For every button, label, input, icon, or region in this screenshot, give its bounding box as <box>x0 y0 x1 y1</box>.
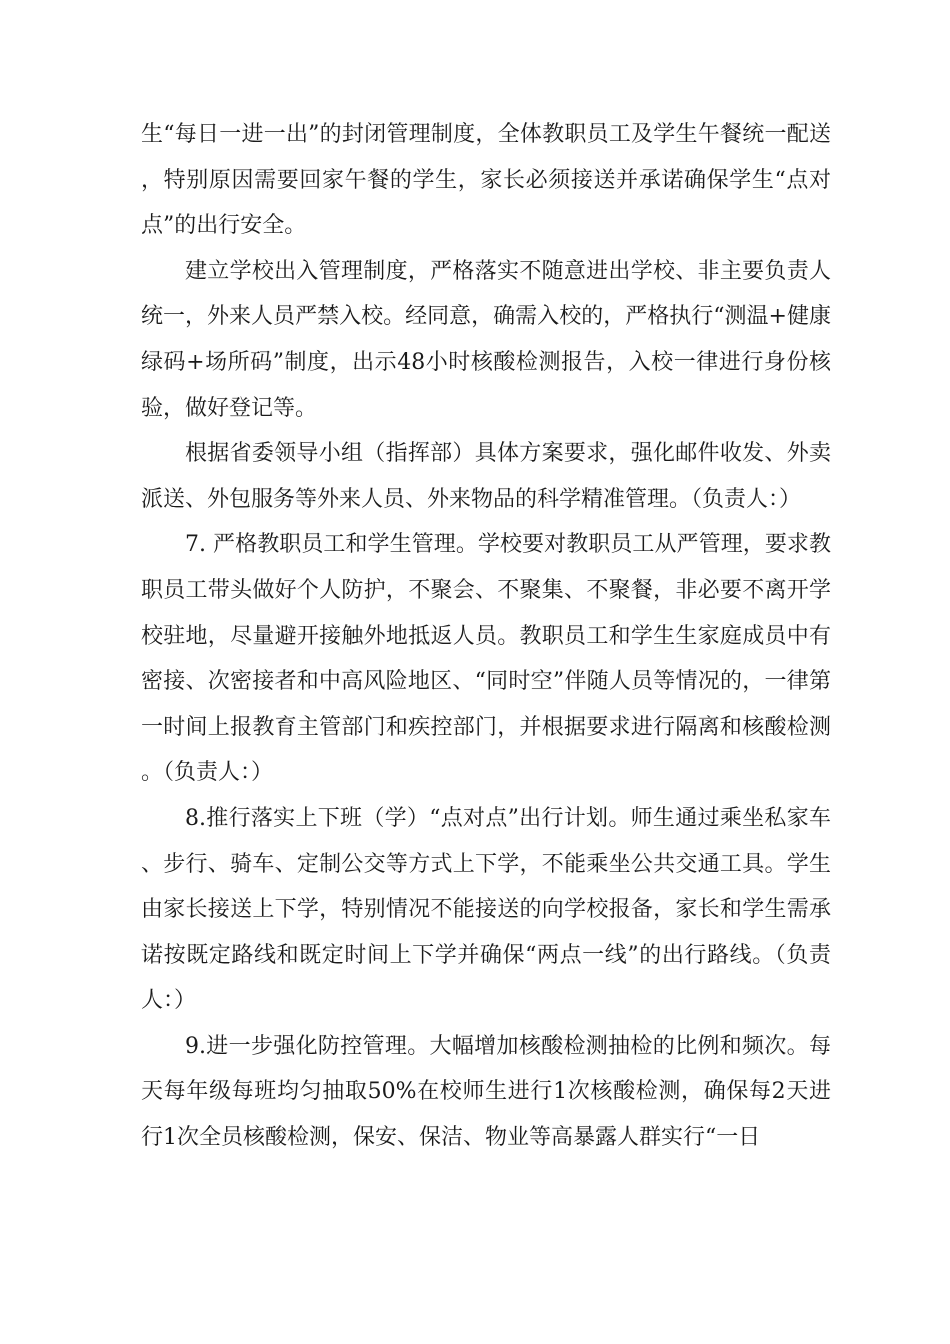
paragraph-access-management: 建立学校出入管理制度，严格落实不随意进出学校、非主要负责人统一，外来人员严禁入校。经同意，确需入校的，严格执行“测温+健康绿码+场所码”制度，出示48小时核酸检测报告，入校一律进行身份核验，做好登记等。 <box>141 258 831 421</box>
paragraph-continuation: 生“每日一进一出”的封闭管理制度，全体教职员工及学生午餐统一配送，特别原因需要回家午餐的学生，家长必须接送并承诺确保学生“点对点”的出行安全。 <box>141 122 831 239</box>
paragraph-delivery-management: 根据省委领导小组（指挥部）具体方案要求，强化邮件收发、外卖派送、外包服务等外来人员、外来物品的科学精准管理。（负责人：） <box>141 441 831 512</box>
paragraph-item-9: 9.进一步强化防控管理。大幅增加核酸检测抽检的比例和频次。每天每年级每班均匀抽取50%在校师生进行1次核酸检测，确保每2天进行1次全员核酸检测，保安、保洁、物业等高暴露人群实行“一日 <box>141 1033 831 1151</box>
paragraph-item-7: 7. 严格教职员工和学生管理。学校要对教职员工从严管理，要求教职员工带头做好个人防护，不聚会、不聚集、不聚餐，非必要不离开学校驻地，尽量避开接触外地抵返人员。教职员工和学生生家庭成员中有密接、次密接者和中高风险地区、“同时空”伴随人员等情况的，一律第一时间上报教育主管部门和疾控部门，并根据要求进行隔离和核酸检测。（负责人：） <box>141 532 831 786</box>
document-body <box>141 112 831 1161</box>
paragraph-item-8: 8.推行落实上下班（学）“点对点”出行计划。师生通过乘坐私家车、步行、骑车、定制公交等方式上下学，不能乘坐公共交通工具。学生由家长接送上下学，特别情况不能接送的向学校报备，家长和学生需承诺按既定路线和既定时间上下学并确保“两点一线”的出行路线。（负责人：） <box>141 805 831 1014</box>
